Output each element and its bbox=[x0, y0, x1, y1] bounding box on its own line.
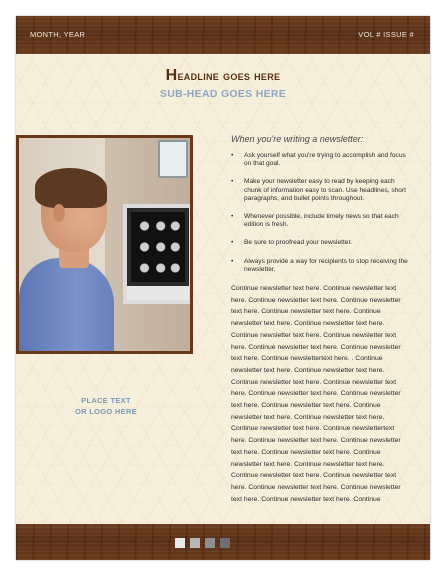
volume-issue: VOL # ISSUE # bbox=[358, 30, 414, 39]
list-item-text: Whenever possible, include timely news so that each edition is fresh. bbox=[244, 213, 399, 229]
headline-rest: eadline goes here bbox=[177, 68, 281, 83]
bullet-icon: • bbox=[231, 257, 234, 265]
person-shirt bbox=[19, 258, 114, 351]
bullet-icon: • bbox=[231, 152, 234, 159]
person-ear bbox=[53, 204, 65, 222]
subhead: SUB-HEAD GOES HERE bbox=[159, 88, 287, 100]
list-item bbox=[229, 213, 413, 229]
bullet-icon: • bbox=[231, 178, 234, 186]
person-hair bbox=[35, 168, 107, 208]
headline-initial: H bbox=[165, 67, 178, 84]
issue-date: MONTH, YEAR bbox=[30, 30, 86, 39]
intro-line: When you're writing a newsletter: bbox=[231, 134, 364, 144]
xray-film bbox=[131, 212, 185, 282]
list-item bbox=[229, 178, 413, 203]
body-text: Continue newsletter text here. Continue newsletter text here. Continue newsletter text here. Continue newsletter text here. Continue newsletter text here. Continue newsletter text here. Continue newsletter text here. Continue newsletter text here. Continue newsletter text here. Continue newsletter text here. Continue newsletter text here. Continue newslettertext here. . Continue newsletter text here. Continue newsletter text here. Continue newsletter text here. Continue newsletter text here. Continue newsletter text here. Continue newsletter text here. Continue newsletter text here. Continue newsletter text here. Continue newsletter text here. Continue newsletter text here. Continue newslettertext here. Continue newsletter text here. Continue newsletter text here. Continue newsletter text here. Continue newsletter text here. Continue newsletter text here. Continue newsletter text here. Continue newsletter text here. Continue newsletter text here. Continue newsletter text here. Continue newsletter text here. Continue bbox=[231, 285, 401, 503]
list-item-text: Make your newsletter easy to read by keeping each chunk of information easy to scan. Use headlines, short paragraphs, and bullet points throughout. bbox=[244, 178, 407, 202]
footer-square bbox=[175, 538, 185, 548]
header-bar bbox=[16, 16, 430, 54]
headline bbox=[16, 67, 430, 85]
newsletter-page bbox=[16, 16, 430, 560]
photo-frame bbox=[16, 135, 193, 354]
list-item-text: Always provide a way for recipients to stop receiving the newsletter. bbox=[244, 257, 408, 273]
logo-placeholder-line1: PLACE TEXT bbox=[81, 396, 131, 405]
footer-squares bbox=[175, 538, 230, 549]
doctor-xray-photo bbox=[19, 138, 190, 351]
list-item bbox=[229, 258, 413, 274]
footer-square bbox=[190, 538, 200, 548]
footer-square bbox=[205, 538, 215, 548]
logo-placeholder bbox=[61, 395, 151, 417]
bullet-icon: • bbox=[231, 239, 234, 247]
logo-placeholder-line2: OR LOGO HERE bbox=[75, 407, 137, 416]
list-item bbox=[229, 239, 413, 247]
bullet-icon: • bbox=[231, 213, 234, 221]
list-item bbox=[229, 152, 413, 168]
wall-clock-icon bbox=[158, 140, 188, 178]
lightbox-base bbox=[127, 286, 189, 300]
tips-list bbox=[229, 152, 413, 284]
list-item-text: Be sure to proofread your newsletter. bbox=[244, 239, 353, 247]
list-item-text: Ask yourself what you're trying to accomplish and focus on that goal. bbox=[244, 152, 406, 168]
footer-square bbox=[220, 538, 230, 548]
xray-lightbox bbox=[123, 204, 190, 304]
